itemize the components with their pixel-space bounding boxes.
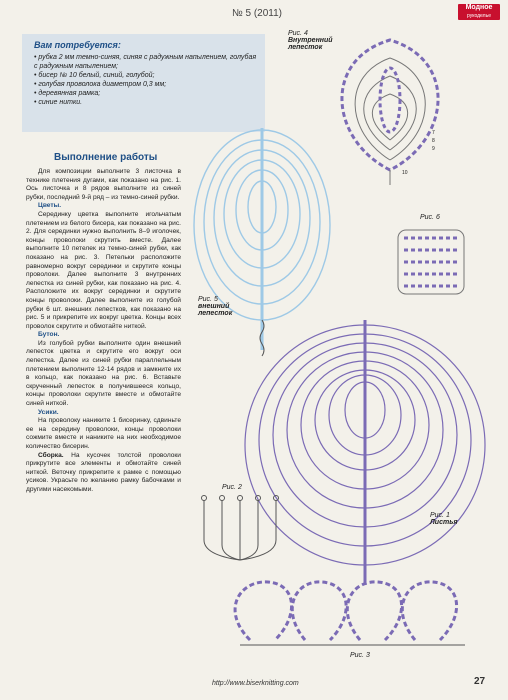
subheading-tendrils: Усики. [38, 408, 59, 416]
fig4-caption-line2: лепесток [288, 44, 323, 51]
fig3-label: Рис. 3 [350, 652, 370, 659]
materials-item: • синие нитки. [34, 98, 259, 107]
fig4-num-10: 10 [402, 170, 408, 176]
fig4-inner-petal-diagram [342, 40, 438, 185]
assembly-text: На кусочек толстой проволоки прикрутите все элементы и обмотайте синей ниткой. Веточку прикрепите к рамке с помощью усиков. Украсьте по желанию рамку бабочками и другими насекомыми. [26, 451, 181, 493]
materials-title: Вам потребуется: [34, 40, 121, 50]
fig5-outer-petal-diagram [194, 128, 330, 356]
fig4-num-8: 8 [432, 138, 435, 144]
fig5-caption-line1: внешний [198, 303, 230, 310]
fig2-label: Рис. 2 [222, 484, 242, 491]
fig1-caption: Листья [430, 519, 458, 526]
materials-item: • бисер № 10 белый, синий, голубой; [34, 71, 259, 80]
fig5-caption-line2: лепесток [198, 310, 233, 317]
subheading-bud: Бутон. [38, 331, 60, 339]
fig6-label: Рис. 6 [420, 214, 440, 221]
fig1-label [430, 512, 457, 526]
section-title: Выполнение работы [54, 152, 158, 163]
fig1-leaf-diagram [245, 320, 485, 585]
fig2-center-diagram [202, 496, 279, 561]
footer-url: http://www.biserknitting.com [212, 680, 299, 687]
paragraph-bud: Из голубой рубки выполните один внешний лепесток цветка и скрутите его вокруг оси лепестка. Далее из синей рубки параллельным плетением выполните 12-14 рядов и замкните их в кольцо, как показано на рис. 6. Вставьте скрученный лепесток в получившееся кольцо, концы проволоки скрутите вместе и обмотайте синей ниткой. [26, 339, 181, 408]
subheading-flowers: Цветы. [38, 202, 62, 210]
fig1-number: Рис. 1 [430, 512, 450, 519]
paragraph-leaves: Для композиции выполните 3 листочка в технике плетения дугами, как показано на рис. 1. Ось листочка и 8 рядов выполните из синей рубки, последний 9-й ряд – из темно-синей рубки. [26, 168, 181, 201]
paragraph-flowers: Серединку цветка выполните игольчатым плетением из белого бисера, как показано на рис. 2. Для серединки нужно выполнить 8–9 иголочек, концы проволоки скрутить вместе. Далее выполните 10 петелек из темно-синей рубки, как показано на рис. 3. Петельки расположите равномерно вокруг серединки и скрутите концы проволоки. Далее выполните 3 внутренних лепестка из синей рубки, как показано на рис. 4. Расположите их вокруг серединки и скрутите концы проволоки. Далее выполните из голубой рубки 6 шт. внешних лепестков, как показано на рис. 5 и прикрепите их вокруг цветка. Концы всех проволок скрутите и обмотайте ниткой. [26, 210, 181, 330]
subheading-assembly: Сборка. [38, 451, 64, 459]
page-number: 27 [474, 676, 486, 687]
fig4-number: Рис. 4 [288, 30, 308, 37]
issue-number: № 5 (2011) [232, 8, 283, 19]
materials-item: • голубая проволока диаметром 0,3 мм; [34, 80, 259, 89]
fig4-num-7: 7 [432, 130, 435, 136]
materials-item: • деревянная рамка; [34, 89, 259, 98]
fig4-num-9: 9 [432, 146, 435, 152]
logo-line-1: Модное [465, 4, 493, 11]
fig4-caption-line1: Внутренний [288, 37, 333, 44]
fig5-label [198, 296, 232, 317]
fig4-label [288, 30, 333, 51]
fig3-loops-diagram [235, 582, 465, 645]
logo-line-2: рукоделье [467, 13, 491, 19]
paragraph-tendrils: На проволоку наниките 1 бисеринку, сдвиньте ее на середину проволоки, концы проволоки сожмите вместе и наниките на них необходимое количество бисерин. [26, 417, 181, 450]
fig5-number: Рис. 5 [198, 296, 218, 303]
materials-item: • рубка 2 мм темно-синяя, синяя с радужным напылением, голубая с радужным напылением; [34, 53, 259, 71]
fig6-bud-diagram [398, 230, 464, 294]
